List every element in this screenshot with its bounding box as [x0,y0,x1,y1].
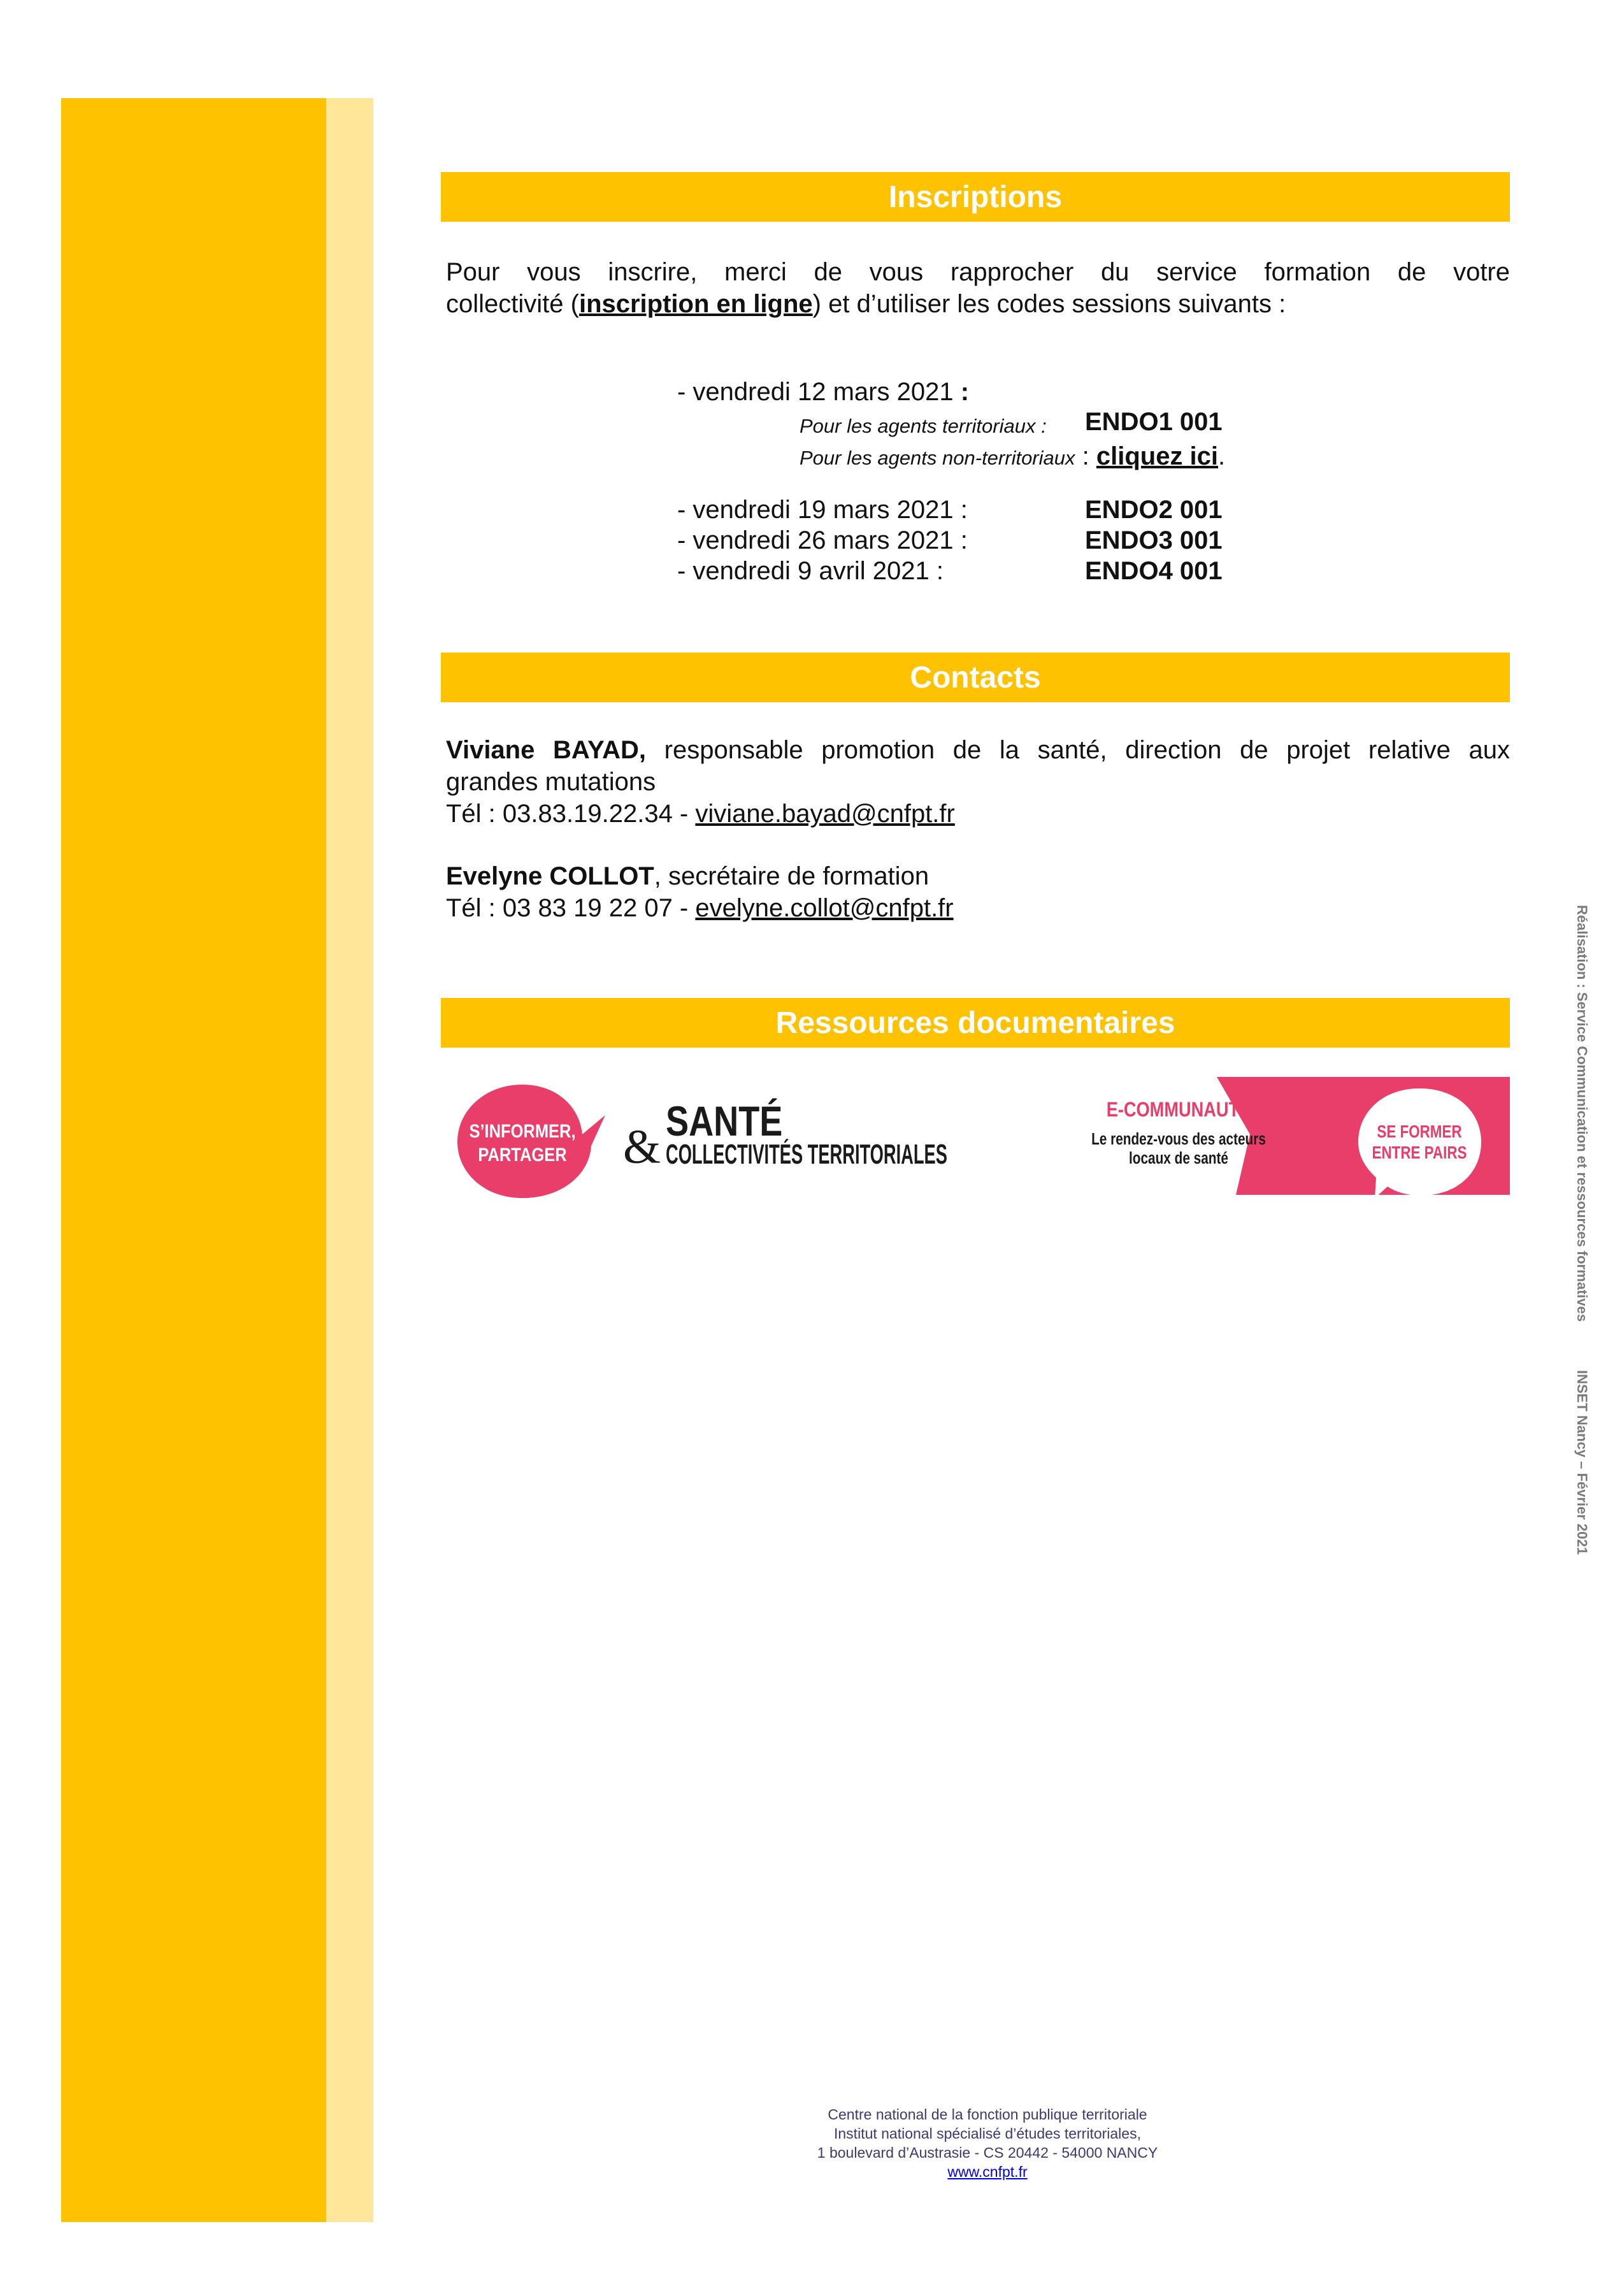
session1-date: - vendredi 12 mars 2021 : [677,378,970,406]
session4-code: ENDO4 001 [1085,557,1223,585]
contact2-tel-line: Tél : 03 83 19 22 07 - evelyne.collot@cnfpt.fr [446,894,954,922]
contact2-name: Evelyne COLLOT [446,862,654,890]
contact2-email-link[interactable]: evelyne.collot@cnfpt.fr [695,894,954,922]
intro-post: ) et d’utiliser les codes sessions suivants : [812,290,1286,318]
contact2-line1 [446,860,1510,892]
contact1-email-link[interactable]: viviane.bayad@cnfpt.fr [695,800,955,828]
section-header-contacts: Contacts [441,653,1510,702]
contact2-role: , secrétaire de formation [654,862,929,890]
contact1-role: responsable promotion de la santé, direction de projet relative aux [646,736,1511,764]
cliquez-ici-link[interactable]: cliquez ici [1096,442,1219,470]
inscriptions-intro-line2 [446,288,1510,320]
sante-title: SANTÉ [666,1097,783,1145]
bubble-line1: S’INFORMER, [469,1120,576,1142]
ecom-title: E-COMMUNAUTÉ [1106,1098,1251,1122]
ecom-bubble-line1: SE FORMER [1377,1122,1462,1142]
e-communaute-logo[interactable] [1091,1077,1510,1198]
inscriptions-intro-line1: Pour vous inscrire, merci de vous rapprocher du service formation de votre [446,258,1510,286]
ecom-bubble-line2: ENTRE PAIRS [1372,1143,1467,1163]
session4-date: - vendredi 9 avril 2021 : [677,557,944,585]
session1-code: ENDO1 001 [1085,408,1223,436]
territoriaux-label: Pour les agents territoriaux : [800,415,1047,437]
contact1-name: Viviane BAYAD, [446,736,646,764]
sinformer-partager-logo[interactable] [457,1085,605,1198]
inset-side-text: INSET Nancy – Février 2021 [1574,1370,1590,1555]
contact1-tel-line: Tél : 03.83.19.22.34 - viviane.bayad@cnfpt.fr [446,800,955,828]
session1-territoriaux [800,408,1047,442]
left-band-light [326,98,373,2222]
inscription-en-ligne-link[interactable]: inscription en ligne [578,290,813,318]
ampersand: & [623,1120,661,1174]
ressources-logos [446,1071,1510,1217]
realisation-side-text: Réalisation : Service Communication et ressources formatives [1574,905,1590,1322]
footer-website-link[interactable]: www.cnfpt.fr [947,2163,1028,2180]
footer [733,2105,1242,2181]
intro-pre: collectivité ( [446,290,579,318]
section-header-ressources: Ressources documentaires [441,998,1510,1048]
section-header-inscriptions: Inscriptions [441,172,1510,222]
non-territoriaux-label: Pour les agents non-territoriaux [800,447,1075,469]
session3-code: ENDO3 001 [1085,526,1223,554]
contact1-line1 [446,734,1510,766]
session2-code: ENDO2 001 [1085,496,1223,524]
footer-line1: Centre national de la fonction publique territoriale [828,2106,1147,2123]
footer-line2: Institut national spécialisé d’études territoriales, [834,2125,1141,2142]
session1-non-territoriaux: Pour les agents non-territoriaux : cliquez ici. [800,442,1226,470]
sante-collectivites-logo[interactable] [623,1097,947,1174]
ecom-line2: locaux de santé [1129,1148,1228,1167]
ecom-line1: Le rendez-vous des acteurs [1091,1129,1266,1148]
sante-subtitle: COLLECTIVITÉS TERRITORIALES [666,1138,947,1170]
session2-date: - vendredi 19 mars 2021 : [677,496,968,524]
left-band-dark [61,98,326,2222]
session3-date: - vendredi 26 mars 2021 : [677,526,968,554]
bubble-line2: PARTAGER [478,1144,567,1166]
contact1-line2: grandes mutations [446,768,656,796]
footer-line3: 1 boulevard d’Austrasie - CS 20442 - 54000 NANCY [817,2144,1158,2161]
